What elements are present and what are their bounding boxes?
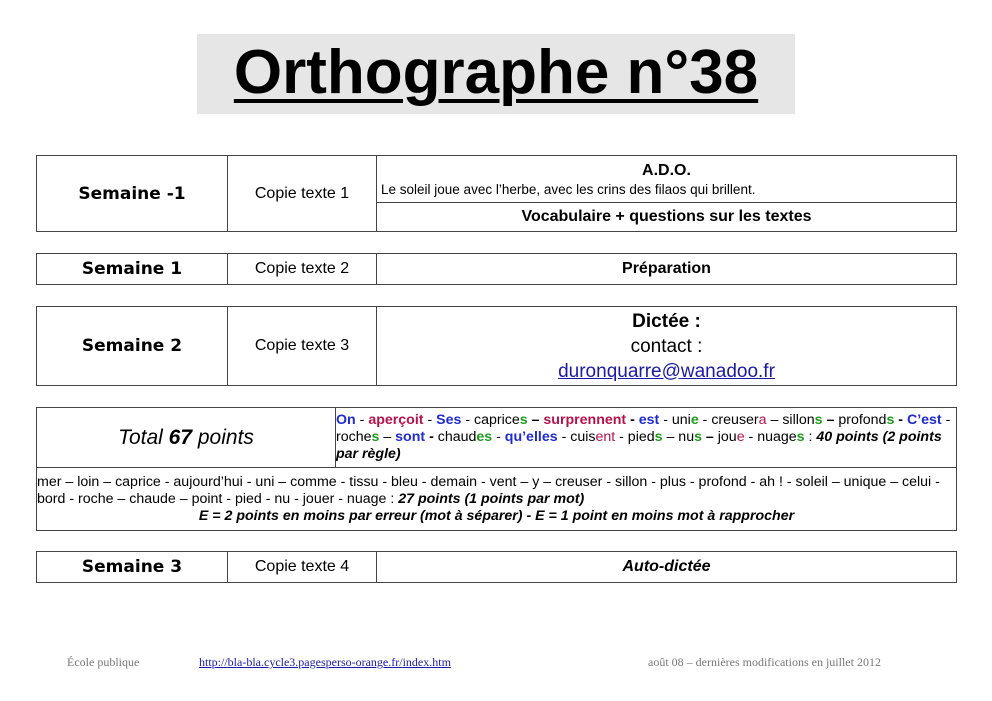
rule-segment: - caprice xyxy=(461,412,520,428)
rule-segment: ent xyxy=(595,429,616,445)
rule-segment: – xyxy=(379,429,396,445)
rule-segment: - xyxy=(626,412,639,428)
rule-segment: - creuser xyxy=(698,412,759,428)
rule-segment: - xyxy=(425,429,438,445)
words-cell xyxy=(37,468,957,531)
rule-segment: e xyxy=(690,412,699,428)
rule-segment: On xyxy=(336,412,356,428)
rule-segment: C’est xyxy=(906,412,942,428)
rules-text xyxy=(336,412,950,462)
rule-segment: surprennent xyxy=(543,412,627,428)
copy-label: Copie texte 2 xyxy=(228,254,377,285)
week-label: Semaine 3 xyxy=(37,552,228,583)
rule-segment: – xyxy=(527,412,544,428)
words-list: mer – loin – caprice - aujourd’hui - uni – comme - tissu - bleu - demain - vent – y – creuser - sillon - plus - profond - ah ! - soleil – unique – celui - bord - roche – chaude – point - pied - nu - jouer - nuage : xyxy=(37,473,940,507)
rule-segment: aperçoit xyxy=(368,412,424,428)
total-number: 67 xyxy=(168,425,193,449)
week-label: Semaine -1 xyxy=(37,156,228,232)
copy-label: Copie texte 3 xyxy=(228,307,377,386)
rule-segment: profond xyxy=(838,412,887,428)
rule-segment: qu’elles xyxy=(504,429,558,445)
week-label: Semaine 1 xyxy=(37,254,228,285)
rule-segment: - xyxy=(355,412,369,428)
week-minus1-table xyxy=(36,155,957,232)
rule-segment: s xyxy=(654,429,663,445)
week1-table xyxy=(36,253,957,285)
rule-segment: e xyxy=(736,429,745,445)
rule-segment: - uni xyxy=(659,412,691,428)
rule-segment: – xyxy=(822,412,839,428)
rule-segment: est xyxy=(638,412,660,428)
rule-segment: s xyxy=(796,429,805,445)
ado-title: A.D.O. xyxy=(642,161,691,179)
rule-segment: - xyxy=(894,412,907,428)
rule-segment: - pied xyxy=(615,429,655,445)
rule-segment: s xyxy=(371,429,380,445)
rule-segment: a xyxy=(758,412,767,428)
week2-table xyxy=(36,306,957,386)
rule-segment: – sillon xyxy=(766,412,815,428)
dictee-heading: Dictée : xyxy=(632,310,701,332)
rule-segment: 40 points (2 points par règle) xyxy=(336,429,942,462)
title-banner xyxy=(197,34,795,114)
footer-date: août 08 – dernières modifications en juillet 2012 xyxy=(648,655,881,669)
footer-url-link[interactable]: http://bla-bla.cycle3.pagesperso-orange.fr/index.htm xyxy=(199,655,451,669)
page-title: Orthographe n°38 xyxy=(233,38,759,107)
rule-segment: - nuage xyxy=(744,429,797,445)
rule-segment: es xyxy=(476,429,493,445)
week3-table xyxy=(36,551,957,583)
rule-segment: s xyxy=(814,412,823,428)
vocab-cell: Vocabulaire + questions sur les textes xyxy=(377,203,957,232)
rule-segment: : xyxy=(804,429,817,445)
rule-segment: Ses xyxy=(436,412,462,428)
words-points: 27 points (1 points par mot) xyxy=(398,490,585,507)
ado-cell xyxy=(377,156,957,203)
contact-label: contact : xyxy=(630,335,703,357)
total-cell: Total 67 points xyxy=(37,408,336,468)
email-link[interactable]: duronquarre@wanadoo.fr xyxy=(558,360,775,382)
rule-segment: sont xyxy=(395,429,426,445)
copy-label: Copie texte 1 xyxy=(228,156,377,232)
rule-segment: s xyxy=(694,429,702,445)
rule-segment: chaud xyxy=(437,429,477,445)
rule-segment: s xyxy=(886,412,895,428)
rule-segment: jou xyxy=(717,429,737,445)
ado-text: Le soleil joue avec l’herbe, avec les crins des filaos qui brillent. xyxy=(381,181,756,197)
rule-segment: – nu xyxy=(662,429,695,445)
rule-segment: s xyxy=(519,412,528,428)
week-label: Semaine 2 xyxy=(37,307,228,386)
copy-label: Copie texte 4 xyxy=(228,552,377,583)
rule-segment: - roche xyxy=(336,412,951,445)
rule-segment: - cuis xyxy=(557,429,596,445)
rule-segment: - xyxy=(423,412,437,428)
dictee-cell xyxy=(377,307,957,386)
footer-school: École publique xyxy=(67,655,140,669)
activity-cell: Préparation xyxy=(377,254,957,285)
rule-segment: - xyxy=(492,429,505,445)
rules-cell xyxy=(336,408,957,468)
activity-cell: Auto-dictée xyxy=(377,552,957,583)
scoring-table xyxy=(36,407,957,531)
rule-segment: – xyxy=(701,429,718,445)
errors-rule: E = 2 points en moins par erreur (mot à séparer) - E = 1 point en moins mot à rapprocher xyxy=(198,507,795,524)
